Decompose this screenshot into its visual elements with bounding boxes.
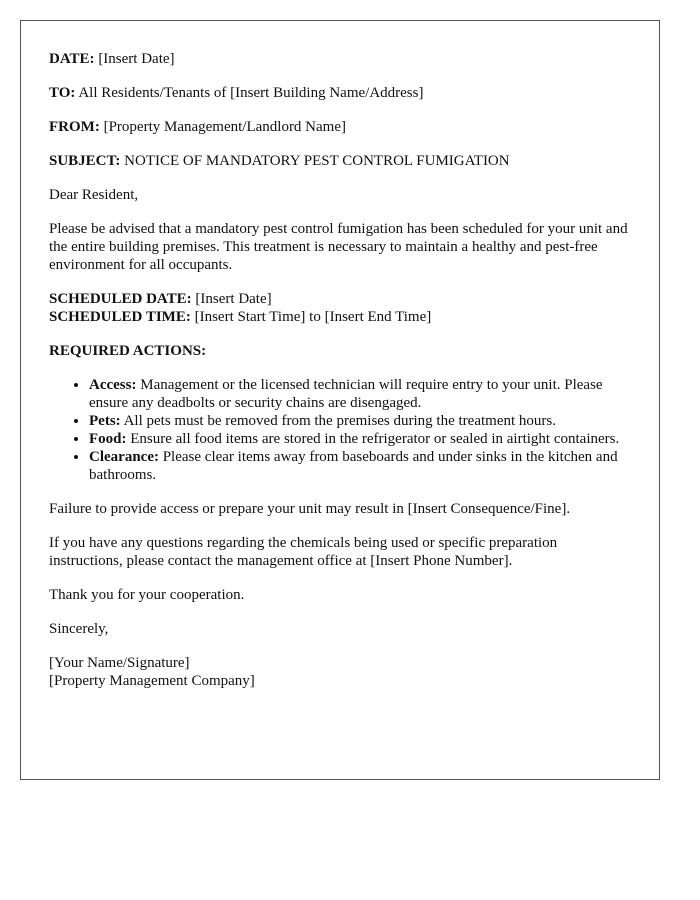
required-actions-heading: REQUIRED ACTIONS: <box>49 343 207 359</box>
scheduled-time-value: [Insert Start Time] to [Insert End Time] <box>190 309 432 325</box>
questions-paragraph: If you have any questions regarding the chemicals being used or specific preparation instructions, please contact the management office at [Insert Phone Number]. <box>49 535 558 569</box>
from-label: FROM: <box>49 119 100 135</box>
action-item-clearance <box>89 448 631 484</box>
signature-company: [Property Management Company] <box>49 673 255 689</box>
intro-paragraph: Please be advised that a mandatory pest control fumigation has been scheduled for your unit and the entire building premises. This treatment is necessary to maintain a healthy and pest-free environment for all occupants. <box>49 221 628 273</box>
action-label: Clearance: <box>89 449 159 465</box>
subject-label: SUBJECT: <box>49 153 121 169</box>
action-text: Please clear items away from baseboards and under sinks in the kitchen and bathrooms. <box>89 449 618 483</box>
scheduled-date-value: [Insert Date] <box>191 291 272 307</box>
date-label: DATE: <box>49 51 95 67</box>
to-line <box>49 84 631 102</box>
scheduled-time-line <box>49 308 631 326</box>
to-value: All Residents/Tenants of [Insert Building Name/Address] <box>75 85 424 101</box>
action-item-access <box>89 376 631 412</box>
required-actions-list <box>49 376 631 484</box>
subject-value: NOTICE OF MANDATORY PEST CONTROL FUMIGATION <box>120 153 510 169</box>
action-label: Access: <box>89 377 137 393</box>
date-value: [Insert Date] <box>94 51 175 67</box>
from-value: [Property Management/Landlord Name] <box>99 119 346 135</box>
date-line <box>49 50 631 68</box>
subject-line <box>49 152 631 170</box>
action-item-food <box>89 430 631 448</box>
salutation: Dear Resident, <box>49 187 139 203</box>
action-text: Management or the licensed technician will require entry to your unit. Please ensure any deadbolts or security chains are disengaged. <box>89 377 603 411</box>
scheduled-time-label: SCHEDULED TIME: <box>49 309 191 325</box>
scheduled-date-line <box>49 290 631 308</box>
schedule-block <box>49 290 631 326</box>
action-label: Pets: <box>89 413 121 429</box>
to-label: TO: <box>49 85 76 101</box>
from-line <box>49 118 631 136</box>
signature-name: [Your Name/Signature] <box>49 655 190 671</box>
action-item-pets <box>89 412 631 430</box>
action-text: All pets must be removed from the premises during the treatment hours. <box>120 413 556 429</box>
action-text: Ensure all food items are stored in the refrigerator or sealed in airtight containers. <box>126 431 620 447</box>
signature-block <box>49 654 631 690</box>
scheduled-date-label: SCHEDULED DATE: <box>49 291 192 307</box>
closing-line: Sincerely, <box>49 621 109 637</box>
failure-paragraph: Failure to provide access or prepare your unit may result in [Insert Consequence/Fine]. <box>49 501 571 517</box>
action-label: Food: <box>89 431 127 447</box>
thanks-line: Thank you for your cooperation. <box>49 587 245 603</box>
notice-letter <box>20 20 660 780</box>
